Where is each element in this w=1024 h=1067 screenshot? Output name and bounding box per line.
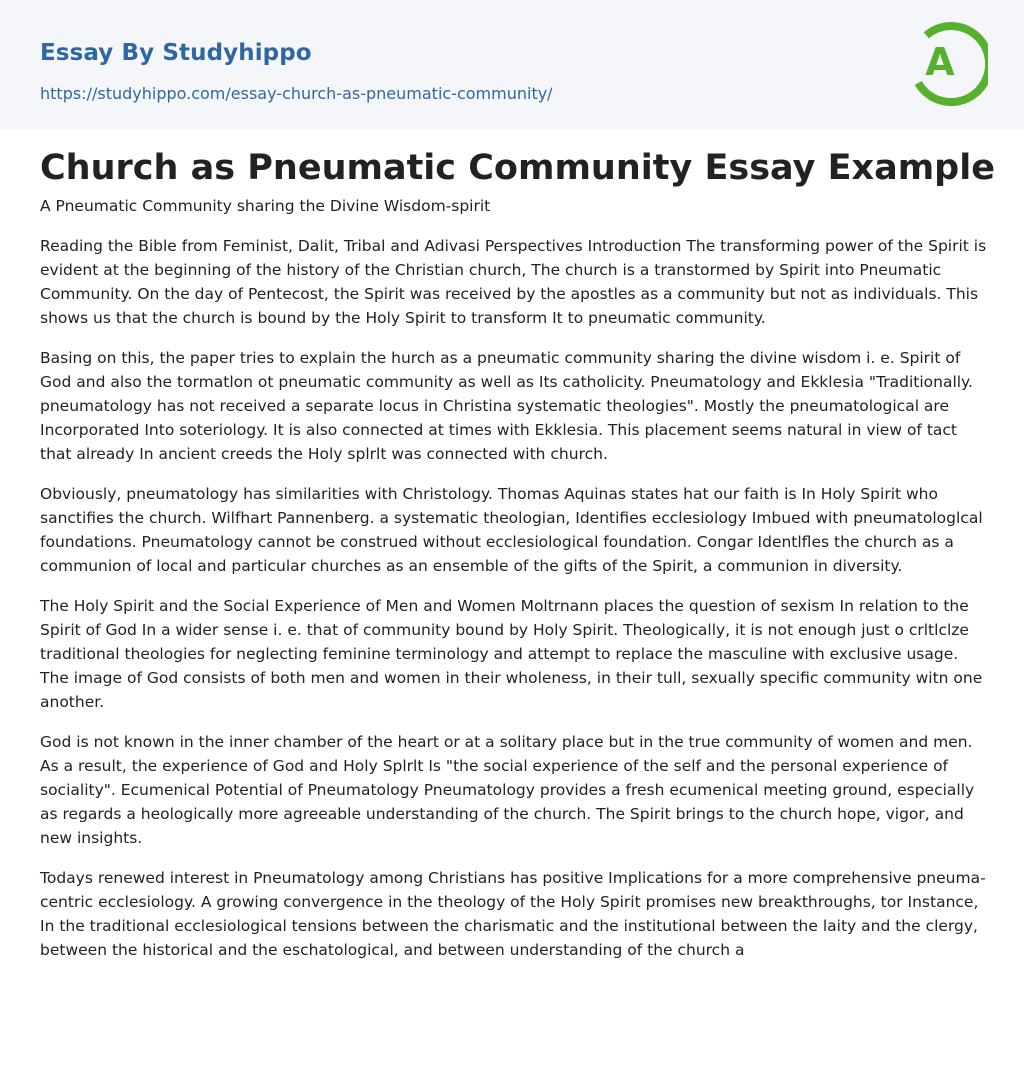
essay-subtitle: A Pneumatic Community sharing the Divine Wisdom-spirit [40, 197, 491, 215]
essay-paragraph: Reading the Bible from Feminist, Dalit, Tribal and Adivasi Perspectives Introduction The transforming power of the Spirit is evident at the beginning of the history of the Christian church, The church is a transtormed by Spirit into Pneumatic Community. On the day of Pentecost, the Spirit was received by the apostles as a community but not as individuals. This shows us that the church is bound by the Holy Spirit to transform It to pneumatic community. [40, 237, 987, 327]
essay-paragraph: Basing on this, the paper tries to explain the hurch as a pneumatic community sharing the divine wisdom i. e. Spirit of God and also the tormatlon ot pneumatic community as well as Its catholicity. Pneumatology and Ekklesia "Traditionally. pneumatology has not received a separate locus in Christina systematic theologies". Mostly the pneumatological are Incorporated Into soteriology. It is also connected at times with Ekklesia. This placement seems natural in view of tact that already In ancient creeds the Holy splrlt was connected with church. [40, 349, 973, 463]
site-header [0, 0, 1024, 129]
site-brand[interactable]: Essay By Studyhippo [40, 40, 312, 66]
essay-paragraph: The Holy Spirit and the Social Experience of Men and Women Moltrnann places the question of sexism In relation to the Spirit of God In a wider sense i. e. that of community bound by Holy Spirit. Theologically, it is not enough just o crltlclze traditional theologies for neglecting feminine terminology and attempt to replace the masculine with exclusive usage. The image of God consists of both men and women in their wholeness, in their tull, sexually specific community witn one another. [40, 597, 983, 711]
essay-content [40, 142, 995, 962]
essay-url-link[interactable]: https://studyhippo.com/essay-church-as-pneumatic-community/ [40, 84, 553, 103]
essay-paragraph: Todays renewed interest in Pneumatology among Christians has positive Implications for a more comprehensive pneuma- centric ecclesiology. A growing convergence in the theology of the Holy Spirit promises new breakthroughs, tor Instance, In the traditional ecclesiological tensions between the charismatic and the institutional between the laity and the clergy, between the historical and the eschatological, and between understanding of the church a [40, 869, 986, 959]
essay-paragraph: God is not known in the inner chamber of the heart or at a solitary place but in the true community of women and men. As a result, the experience of God and Holy Splrlt Is "the social experience of the self and the personal experience of sociality". Ecumenical Potential of Pneumatology Pneumatology provides a fresh ecumenical meeting ground, especially as regards a heologically more agreeable understanding of the church. The Spirit brings to the church hope, vigor, and new insights. [40, 733, 975, 847]
studyhippo-logo-icon[interactable] [910, 18, 988, 106]
essay-paragraph: Obviously, pneumatology has similarities with Christology. Thomas Aquinas states hat our faith is In Holy Spirit who sanctifies the church. Wilfhart Pannenberg. a systematic theologian, Identifies ecclesiology Imbued with pneumatologlcal foundations. Pneumatology cannot be construed without ecclesiological foundation. Congar Identlfles the church as a communion of local and particular churches as an ensemble of the gifts of the Spirit, a communion in diversity. [40, 485, 983, 575]
page-title: Church as Pneumatic Community Essay Example [40, 148, 995, 188]
logo-letter: A [925, 40, 955, 84]
